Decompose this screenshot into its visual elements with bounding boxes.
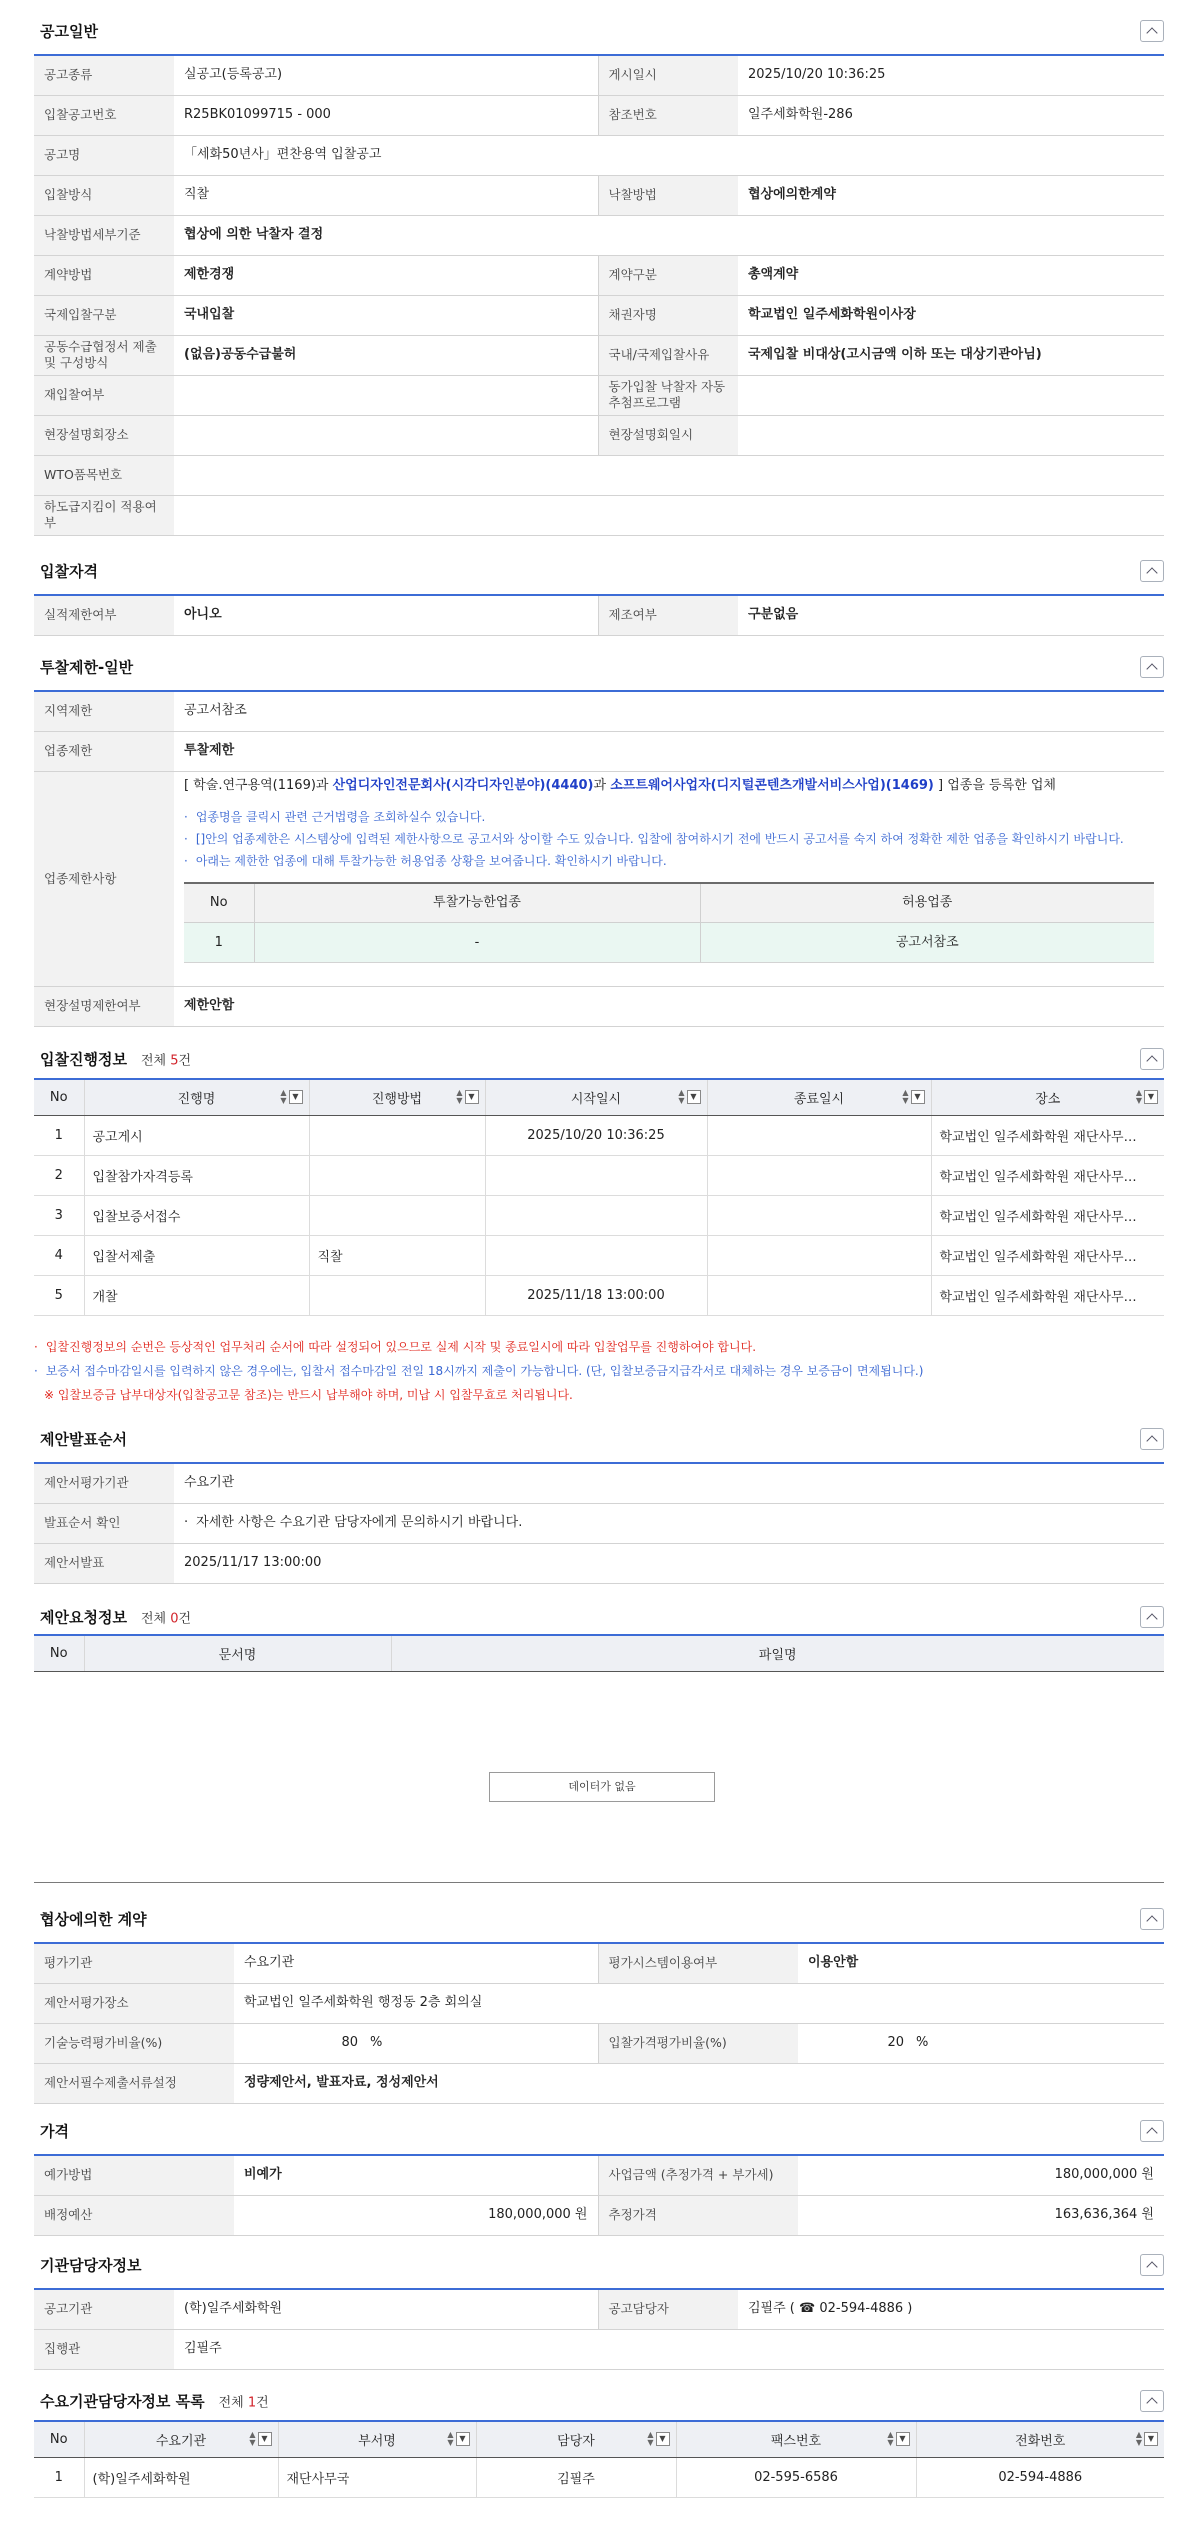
field-row (34, 495, 1164, 535)
section-header (34, 556, 1164, 586)
field-value: 제한경쟁 (174, 255, 598, 295)
field-label: 채권자명 (598, 295, 738, 335)
field-label: 동가입찰 낙찰자 자동추첨프로그램 (598, 375, 738, 415)
column-header[interactable] (278, 2421, 476, 2457)
column-header-label: 전화번호 (1015, 2433, 1066, 2449)
field-row (34, 415, 1164, 455)
restriction-notes: · 업종명을 클릭시 관련 근거법령을 조회하실수 있습니다. · []안의 업종제한은 시스템상에 입력된 제한사항으로 공고서와 상이할 수도 있습니다. 입찰에 참여하시기 전에 반드시 공고서를 숙지 하여 정확한 제한 업종을 확인하시기 바랍니다. · 아래는 제한한 업종에 대해 투찰가능한 허용업종 상황을 보여줍니다. 확인하시기 바랍니다. (184, 809, 1124, 868)
section-title: 기관담당자정보 (40, 2256, 142, 2275)
field-label: 기술능력평가비율(%) (34, 2023, 234, 2063)
sort-arrows-icon[interactable]: ▲ ▼ (1135, 2430, 1142, 2448)
section-header (34, 1044, 1164, 1074)
note-text: 업종명을 클릭시 관련 근거법령을 조회하실수 있습니다. (195, 809, 486, 824)
field-value: 공고서참조 (174, 691, 1164, 731)
section-header (34, 2250, 1164, 2280)
ratio-unit: % (916, 2035, 929, 2050)
column-header-label: 진행명 (177, 1091, 216, 1107)
field-row (34, 55, 1164, 95)
field-value: (학)일주세화학원 (174, 2289, 598, 2329)
section-price (34, 2116, 1164, 2236)
field-value: 180,000,000 원 (234, 2195, 598, 2235)
table-cell (707, 1195, 931, 1235)
sort-arrows-icon[interactable]: ▲ ▼ (456, 1088, 463, 1106)
table-row (34, 1115, 1164, 1155)
column-header: No (34, 1635, 84, 1671)
note-text: 보증서 접수마감일시를 입력하지 않은 경우에는, 입찰서 접수마감일 전일 18시까지 제출이 가능합니다. (단, 입찰보증금지급각서로 대체하는 경우 보증금이 면제됩니다.) (45, 1364, 924, 1378)
note-text: ※ 입찰보증금 납부대상자(입찰공고문 참조)는 반드시 납부해야 하며, 미납 시 입찰무효로 처리됩니다. (44, 1388, 573, 1402)
table-cell: 김필주 (476, 2457, 676, 2497)
collapse-toggle-icon[interactable] (1140, 1048, 1164, 1070)
request-table (34, 1634, 1164, 1672)
table-cell: 2 (34, 1155, 84, 1195)
section-request (34, 1602, 1164, 1672)
filter-dropdown-icon[interactable]: ▼ (1144, 2432, 1158, 2446)
section-title (40, 2391, 269, 2412)
section-title (40, 1607, 191, 1628)
field-label: 사업금액 (추정가격 + 부가세) (598, 2155, 798, 2195)
field-value: 2025/11/17 13:00:00 (174, 1543, 1164, 1583)
count-unit: 건 (178, 1053, 192, 1069)
field-label: 제안서평가장소 (34, 1983, 234, 2023)
column-header-label: 팩스번호 (770, 2433, 822, 2449)
column-header-label: No (49, 1089, 68, 1105)
sort-arrows-icon[interactable]: ▲ ▼ (678, 1088, 685, 1106)
field-value-text: 자세한 사항은 수요기관 담당자에게 문의하시기 바랍니다. (196, 1515, 523, 1530)
table-cell: 학교법인 일주세화학원 재단사무… (931, 1235, 1164, 1275)
sort-arrows-icon[interactable]: ▲ ▼ (647, 2430, 654, 2448)
note-text: 아래는 제한한 업종에 대해 투찰가능한 허용업종 상황을 보여줍니다. 확인하시기 바랍니다. (195, 853, 667, 868)
section-header (34, 652, 1164, 682)
column-header-label: 장소 (1035, 1091, 1061, 1107)
collapse-toggle-icon[interactable] (1140, 2120, 1164, 2142)
section-restriction (34, 652, 1164, 1027)
section-header (34, 1424, 1164, 1454)
column-header: No (184, 883, 254, 923)
sort-arrows-icon[interactable]: ▲ ▼ (902, 1088, 909, 1106)
field-value: 투찰제한 (174, 731, 1164, 771)
field-label: 배정예산 (34, 2195, 234, 2235)
filter-dropdown-icon[interactable]: ▼ (289, 1090, 303, 1104)
field-value: 김필주 ( ☎ 02-594-4886 ) (738, 2289, 1164, 2329)
field-value (174, 415, 598, 455)
table-cell: 학교법인 일주세화학원 재단사무… (931, 1275, 1164, 1315)
count-unit: 건 (178, 1611, 192, 1627)
field-label: 공고기관 (34, 2289, 174, 2329)
field-label: 국제입찰구분 (34, 295, 174, 335)
sort-controls (249, 2431, 271, 2447)
field-label: 국내/국제입찰사유 (598, 335, 738, 375)
section-title: 제안발표순서 (40, 1430, 127, 1449)
table-row (34, 1155, 1164, 1195)
field-label: 업종제한 (34, 731, 174, 771)
field-value: 수요기관 (174, 1463, 1164, 1503)
column-header-label: 시작일시 (570, 1091, 622, 1107)
section-title: 가격 (40, 2122, 69, 2141)
ratio-unit: % (370, 2035, 383, 2050)
sort-controls (887, 2431, 909, 2447)
table-row (34, 1235, 1164, 1275)
field-value: · 자세한 사항은 수요기관 담당자에게 문의하시기 바랍니다. (174, 1503, 1164, 1543)
section-progress (34, 1044, 1164, 1316)
collapse-toggle-icon[interactable] (1140, 560, 1164, 582)
field-label: 평가시스템이용여부 (598, 1943, 798, 1983)
field-label: 평가기관 (34, 1943, 234, 1983)
table-cell (309, 1155, 485, 1195)
sort-arrows-icon[interactable]: ▲ ▼ (887, 2430, 894, 2448)
section-title: 협상에의한 계약 (40, 1910, 147, 1929)
field-label: 실적제한여부 (34, 595, 174, 635)
column-header[interactable] (84, 1079, 309, 1115)
table-cell: 1 (184, 923, 254, 963)
table-cell (309, 1115, 485, 1155)
field-value: 국제입찰 비대상(고시금액 이하 또는 대상기관아님) (738, 335, 1164, 375)
column-header[interactable] (916, 2421, 1164, 2457)
filter-dropdown-icon[interactable]: ▼ (911, 1090, 925, 1104)
sort-controls (647, 2431, 669, 2447)
field-label: 재입찰여부 (34, 375, 174, 415)
sort-controls (280, 1089, 302, 1105)
empty-data-message: 데이터가 없음 (489, 1772, 715, 1802)
table-cell: 02-595-6586 (676, 2457, 916, 2497)
table-cell (485, 1195, 707, 1235)
section-title-text: 제안요청정보 (40, 1608, 127, 1627)
note-text: 입찰진행정보의 순번은 등상적인 업무처리 순서에 따라 설정되어 있으므로 실제 시작 및 종료일시에 따라 입찰업무를 진행하여야 합니다. (45, 1340, 757, 1354)
agency-table (34, 2288, 1164, 2370)
sort-controls (447, 2431, 469, 2447)
field-value: 아니오 (174, 595, 598, 635)
filter-dropdown-icon[interactable]: ▼ (656, 2432, 670, 2446)
industry-detail-cell (174, 771, 1164, 986)
table-cell: 4 (34, 1235, 84, 1275)
table-row (34, 2457, 1164, 2497)
filter-dropdown-icon[interactable]: ▼ (1144, 1090, 1158, 1104)
field-value: 일주세화학원-286 (738, 95, 1164, 135)
field-label: 업종제한사항 (34, 771, 174, 986)
field-row (34, 175, 1164, 215)
table-cell: 개찰 (84, 1275, 309, 1315)
field-value: 비예가 (234, 2155, 598, 2195)
count-label: 전체 (140, 1053, 171, 1069)
field-label: 참조번호 (598, 95, 738, 135)
progress-note: · 입찰진행정보의 순번은 등상적인 업무처리 순서에 따라 설정되어 있으므로 실제 시작 및 종료일시에 따라 입찰업무를 진행하여야 합니다. (34, 1340, 757, 1354)
table-cell: 공고게시 (84, 1115, 309, 1155)
section-title: 입찰자격 (40, 562, 98, 581)
field-row (34, 335, 1164, 375)
field-label: 현장설명회일시 (598, 415, 738, 455)
section-header (34, 16, 1164, 46)
column-header[interactable] (707, 1079, 931, 1115)
field-row (34, 455, 1164, 495)
table-cell: 입찰참가자격등록 (84, 1155, 309, 1195)
field-label: 현장설명회장소 (34, 415, 174, 455)
general-table (34, 54, 1164, 536)
section-general (34, 16, 1164, 536)
divider (34, 1882, 1164, 1883)
field-label: 계약방법 (34, 255, 174, 295)
filter-dropdown-icon[interactable]: ▼ (465, 1090, 479, 1104)
sort-controls (678, 1089, 700, 1105)
filter-dropdown-icon[interactable]: ▼ (258, 2432, 272, 2446)
table-cell (707, 1155, 931, 1195)
collapse-toggle-icon[interactable] (1140, 1606, 1164, 1628)
column-header[interactable] (476, 2421, 676, 2457)
column-header (34, 1079, 84, 1115)
field-row (34, 95, 1164, 135)
field-value: 직찰 (174, 175, 598, 215)
industry-link-4440[interactable]: 산업디자인전문회사(시각디자인분야)(4440) (332, 777, 594, 793)
count-number: 5 (170, 1053, 179, 1069)
table-cell: 공고서참조 (700, 923, 1154, 963)
collapse-toggle-icon[interactable] (1140, 656, 1164, 678)
table-cell: 02-594-4886 (916, 2457, 1164, 2497)
field-value: 구분없음 (738, 595, 1164, 635)
field-value: 「세화50년사」편찬용역 입찰공고 (174, 135, 1164, 175)
section-negotiation (34, 1904, 1164, 2104)
table-cell (707, 1235, 931, 1275)
sort-arrows-icon[interactable]: ▲ ▼ (1135, 1088, 1142, 1106)
field-label: 현장설명제한여부 (34, 986, 174, 1026)
section-presentation (34, 1424, 1164, 1584)
column-header: 투찰가능한업종 (254, 883, 700, 923)
section-title-text: 입찰진행정보 (40, 1050, 127, 1069)
table-cell: 학교법인 일주세화학원 재단사무… (931, 1115, 1164, 1155)
filter-dropdown-icon[interactable]: ▼ (896, 2432, 910, 2446)
count-unit: 건 (256, 2395, 269, 2411)
column-header-label: 종료일시 (793, 1091, 845, 1107)
table-cell: 입찰서제출 (84, 1235, 309, 1275)
progress-note (44, 1386, 573, 1403)
field-value: 총액계약 (738, 255, 1164, 295)
section-header (34, 2386, 1164, 2416)
field-value (174, 375, 598, 415)
table-row (34, 1195, 1164, 1235)
field-row (34, 375, 1164, 415)
field-value: 180,000,000 원 (798, 2155, 1164, 2195)
ratio-value: 80 (341, 2035, 358, 2050)
contacts-table (34, 2420, 1164, 2498)
presentation-table (34, 1462, 1164, 1584)
detail-mid: 과 (593, 777, 611, 793)
field-value: 수요기관 (234, 1943, 598, 1983)
field-row (34, 135, 1164, 175)
restriction-table (34, 690, 1164, 1027)
field-label: 입찰가격평가비율(%) (598, 2023, 798, 2063)
section-title: 공고일반 (40, 22, 98, 41)
field-label: WTO품목번호 (34, 455, 174, 495)
section-header (34, 1904, 1164, 1934)
table-cell (309, 1275, 485, 1315)
column-header-label: 수요기관 (155, 2433, 207, 2449)
progress-note: · 보증서 접수마감일시를 입력하지 않은 경우에는, 입찰서 접수마감일 전일 18시까지 제출이 가능합니다. (단, 입찰보증금지급각서로 대체하는 경우 보증금이 면제됩니다.) (34, 1364, 924, 1378)
field-value: 제한안함 (174, 986, 1164, 1026)
field-label: 추정가격 (598, 2195, 798, 2235)
table-cell: 직찰 (309, 1235, 485, 1275)
field-value: 정량제안서, 발표자료, 정성제안서 (234, 2063, 1164, 2103)
field-label: 입찰공고번호 (34, 95, 174, 135)
table-cell: 1 (34, 1115, 84, 1155)
count-number: 0 (170, 1611, 179, 1627)
section-title: 투찰제한-일반 (40, 658, 134, 677)
field-value (738, 375, 1164, 415)
section-header (34, 2116, 1164, 2146)
field-value: 협상에 의한 낙찰자 결정 (174, 215, 1164, 255)
sort-arrows-icon[interactable]: ▲ ▼ (447, 2430, 454, 2448)
field-label: 집행관 (34, 2329, 174, 2369)
field-value (174, 495, 1164, 535)
section-title (40, 1049, 191, 1070)
sort-controls (456, 1089, 478, 1105)
field-label: 계약구분 (598, 255, 738, 295)
sort-controls (1136, 1089, 1158, 1105)
count-label: 전체 (140, 1611, 171, 1627)
field-label: 낙찰방법 (598, 175, 738, 215)
table-cell (707, 1275, 931, 1315)
column-header: 문서명 (84, 1635, 391, 1671)
field-value: 2025/10/20 10:36:25 (738, 55, 1164, 95)
field-value: (없음)공동수급불허 (174, 335, 598, 375)
field-value: 실공고(등록공고) (174, 55, 598, 95)
table-cell (309, 1195, 485, 1235)
sort-arrows-icon[interactable]: ▲ ▼ (280, 1088, 287, 1106)
field-label: 공동수급협정서 제출 및 구성방식 (34, 335, 174, 375)
collapse-toggle-icon[interactable] (1140, 1908, 1164, 1930)
column-header: 허용업종 (700, 883, 1154, 923)
table-cell: 학교법인 일주세화학원 재단사무… (931, 1155, 1164, 1195)
field-label: 하도급지킴이 적용여부 (34, 495, 174, 535)
table-cell: 3 (34, 1195, 84, 1235)
section-title-text: 수요기관담당자정보 목록 (40, 2392, 205, 2411)
field-label: 공고담당자 (598, 2289, 738, 2329)
table-cell: 입찰보증서접수 (84, 1195, 309, 1235)
collapse-toggle-icon[interactable] (1140, 1428, 1164, 1450)
column-header-label: 부서명 (358, 2433, 396, 2449)
field-label: 제조여부 (598, 595, 738, 635)
column-header[interactable] (309, 1079, 485, 1115)
collapse-toggle-icon[interactable] (1140, 20, 1164, 42)
total-count (219, 2396, 269, 2411)
table-row (34, 1275, 1164, 1315)
field-label: 입찰방식 (34, 175, 174, 215)
table-cell: (학)일주세화학원 (84, 2457, 278, 2497)
filter-dropdown-icon[interactable]: ▼ (687, 1090, 701, 1104)
table-cell (485, 1155, 707, 1195)
detail-prefix: [ 학술.연구용역(1169)과 (184, 777, 333, 793)
field-value: 이용안함 (798, 1943, 1164, 1983)
table-row (184, 923, 1154, 963)
detail-suffix: ] 업종을 등록한 업체 (933, 777, 1056, 793)
column-header: 파일명 (391, 1635, 1164, 1671)
field-label: 공고종류 (34, 55, 174, 95)
table-cell: 2025/10/20 10:36:25 (485, 1115, 707, 1155)
field-value: 163,636,364 원 (798, 2195, 1164, 2235)
table-cell: 1 (34, 2457, 84, 2497)
column-header-label: 진행방법 (371, 1091, 423, 1107)
table-cell (707, 1115, 931, 1155)
table-cell: 재단사무국 (278, 2457, 476, 2497)
total-count (141, 1612, 191, 1627)
field-label: 공고명 (34, 135, 174, 175)
field-value: R25BK01099715 - 000 (174, 95, 598, 135)
column-header-label: 담당자 (557, 2433, 595, 2449)
column-header (34, 2421, 84, 2457)
price-table (34, 2154, 1164, 2236)
collapse-toggle-icon[interactable] (1140, 2254, 1164, 2276)
ratio-value: 20 (887, 2035, 904, 2050)
progress-table (34, 1078, 1164, 1316)
column-header[interactable] (931, 1079, 1164, 1115)
field-row (34, 215, 1164, 255)
field-value (798, 2023, 1164, 2063)
count-label: 전체 (218, 2395, 248, 2411)
field-value (738, 415, 1164, 455)
column-header[interactable] (676, 2421, 916, 2457)
note-text: []안의 업종제한은 시스템상에 입력된 제한사항으로 공고서와 상이할 수도 있습니다. 입찰에 참여하시기 전에 반드시 공고서를 숙지 하여 정확한 제한 업종을 확인하시기 바랍니다. (195, 831, 1124, 846)
allowed-industry-table (184, 882, 1154, 964)
field-label: 제안서필수제출서류설정 (34, 2063, 234, 2103)
table-cell: - (254, 923, 700, 963)
field-label: 지역제한 (34, 691, 174, 731)
collapse-toggle-icon[interactable] (1140, 2390, 1164, 2412)
section-agency (34, 2250, 1164, 2370)
qualification-table (34, 594, 1164, 636)
table-cell: 2025/11/18 13:00:00 (485, 1275, 707, 1315)
industry-link-1469[interactable]: 소프트웨어사업자(디지털콘텐츠개발서비스사업)(1469) (610, 777, 934, 793)
field-value: 협상에의한계약 (738, 175, 1164, 215)
field-value (174, 455, 1164, 495)
field-label: 게시일시 (598, 55, 738, 95)
column-header-label: No (49, 2431, 68, 2447)
field-label: 발표순서 확인 (34, 1503, 174, 1543)
sort-arrows-icon[interactable]: ▲ ▼ (249, 2430, 256, 2448)
field-label: 낙찰방법세부기준 (34, 215, 174, 255)
field-label: 제안서평가기관 (34, 1463, 174, 1503)
section-contacts (34, 2386, 1164, 2498)
field-value: 학교법인 일주세화학원 행정동 2층 회의실 (234, 1983, 1164, 2023)
table-cell (485, 1235, 707, 1275)
column-header[interactable] (485, 1079, 707, 1115)
field-label: 예가방법 (34, 2155, 234, 2195)
sort-controls (1136, 2431, 1158, 2447)
field-row (34, 295, 1164, 335)
field-value: 학교법인 일주세화학원이사장 (738, 295, 1164, 335)
total-count (141, 1054, 191, 1069)
field-row (34, 255, 1164, 295)
count-number: 1 (247, 2395, 257, 2411)
field-label: 제안서발표 (34, 1543, 174, 1583)
field-value: 국내입찰 (174, 295, 598, 335)
negotiation-table (34, 1942, 1164, 2104)
field-value: 김필주 (174, 2329, 1164, 2369)
sort-controls (902, 1089, 924, 1105)
section-header (34, 1602, 1164, 1632)
filter-dropdown-icon[interactable]: ▼ (456, 2432, 470, 2446)
section-qualification (34, 556, 1164, 636)
column-header[interactable] (84, 2421, 278, 2457)
field-value (234, 2023, 598, 2063)
table-cell: 5 (34, 1275, 84, 1315)
table-cell: 학교법인 일주세화학원 재단사무… (931, 1195, 1164, 1235)
